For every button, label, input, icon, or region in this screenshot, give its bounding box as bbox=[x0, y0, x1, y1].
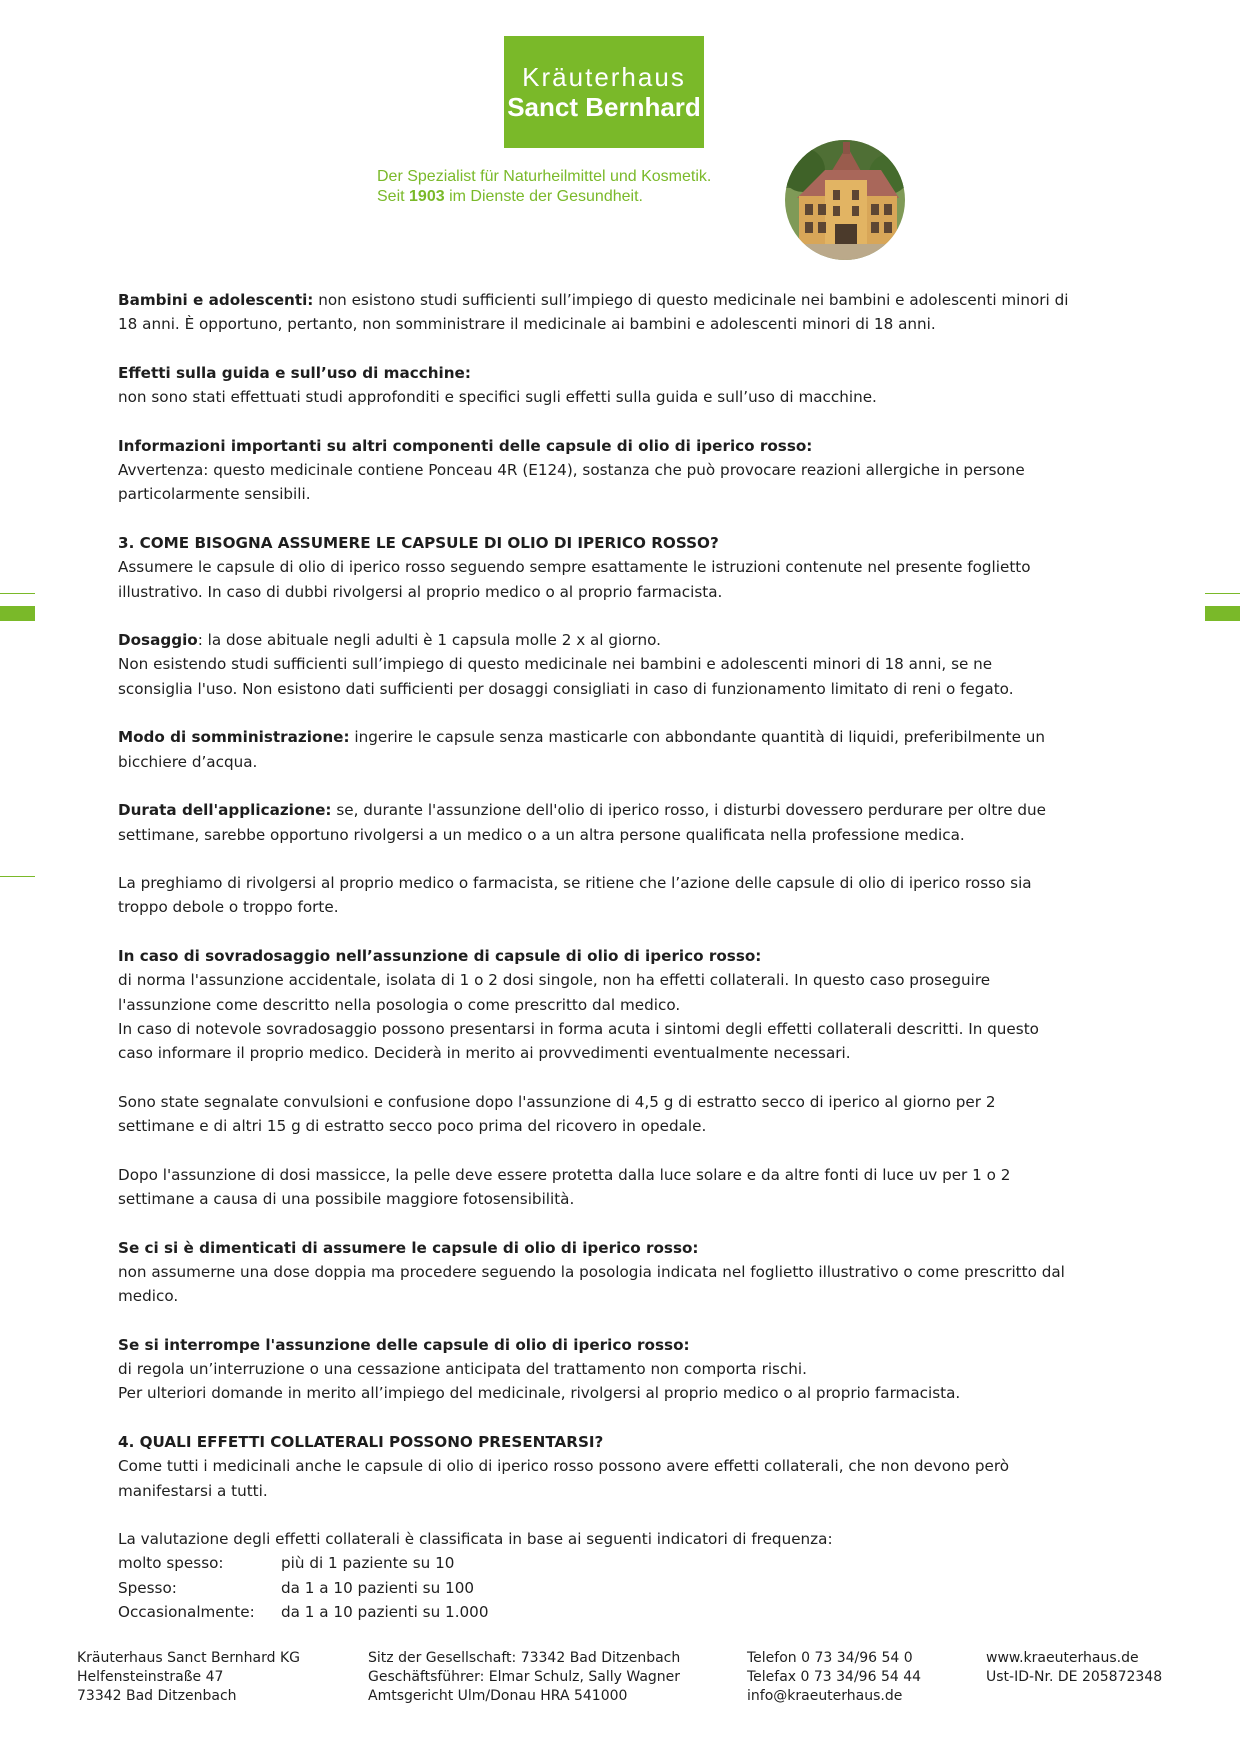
footer-web-column bbox=[986, 1649, 1162, 1687]
tagline-line-2 bbox=[377, 187, 711, 207]
fold-mark-left bbox=[0, 606, 35, 621]
building-image bbox=[785, 140, 905, 260]
section-title: Se si interrompe l'assunzione delle capsule di olio di iperico rosso: bbox=[118, 1335, 690, 1354]
section-title: Bambini e adolescenti: bbox=[118, 291, 314, 309]
fold-line-left-top bbox=[0, 593, 35, 594]
section-title: Modo di somministrazione: bbox=[118, 728, 350, 747]
footer-court: Amtsgericht Ulm/Donau HRA 541000 bbox=[368, 1688, 628, 1704]
footer-company-column bbox=[77, 1649, 300, 1706]
section-guida bbox=[118, 361, 1123, 410]
section-title: Informazioni importanti su altri componenti delle capsule di olio di iperico rosso: bbox=[118, 436, 813, 455]
frequency-label: Occasionalmente: bbox=[118, 1603, 255, 1622]
footer-contact-column bbox=[747, 1649, 921, 1706]
brand-logo bbox=[504, 36, 704, 148]
text-line: La preghiamo di rivolgersi al proprio medico o farmacista, se ritiene che l’azione delle capsule di olio di iperico rosso sia bbox=[118, 874, 1032, 893]
section-convulsioni bbox=[118, 1090, 1123, 1139]
text-line: Assumere le capsule di olio di iperico rosso seguendo sempre esattamente le istruzioni contenute nel presente foglietto bbox=[118, 558, 1031, 577]
tagline-suffix: im Dienste der Gesundheit. bbox=[449, 188, 643, 205]
frequency-label: Spesso: bbox=[118, 1578, 177, 1597]
footer-vat-id: Ust-ID-Nr. DE 205872348 bbox=[986, 1669, 1163, 1685]
section-frequenza bbox=[118, 1527, 1123, 1624]
section-durata bbox=[118, 798, 1123, 847]
footer-city: 73342 Bad Ditzenbach bbox=[77, 1688, 237, 1704]
text-line: Avvertenza: questo medicinale contiene Ponceau 4R (E124), sostanza che può provocare reazioni allergiche in persone bbox=[118, 461, 1025, 480]
section-sovradosaggio bbox=[118, 944, 1123, 1065]
logo-line-2: Sanct Bernhard bbox=[507, 92, 701, 122]
text-line: bicchiere d’acqua. bbox=[118, 752, 258, 771]
text-line: non esistono studi sufficienti sull’impiego di questo medicinale nei bambini e adolescenti minori di bbox=[318, 291, 1069, 309]
text-line: Sono state segnalate convulsioni e confusione dopo l'assunzione di 4,5 g di estratto secco di iperico al giorno per 2 bbox=[118, 1092, 996, 1111]
frequency-intro: La valutazione degli effetti collaterali è classificata in base ai seguenti indicatori di frequenza: bbox=[118, 1530, 833, 1549]
footer-street: Helfensteinstraße 47 bbox=[77, 1669, 224, 1685]
footer-fax: Telefax 0 73 34/96 54 44 bbox=[747, 1669, 922, 1685]
tagline-year: 1903 bbox=[409, 188, 445, 205]
frequency-row bbox=[118, 1600, 1123, 1624]
footer-website[interactable]: www.kraeuterhaus.de bbox=[986, 1650, 1139, 1666]
tagline-prefix: Seit bbox=[377, 188, 405, 205]
section-come-assumere bbox=[118, 531, 1123, 604]
fold-line-left-bottom bbox=[0, 876, 35, 877]
section-bambini bbox=[118, 288, 1123, 337]
section-heading: 4. QUALI EFFETTI COLLATERALI POSSONO PRESENTARSI? bbox=[118, 1432, 604, 1451]
footer-managers: Geschäftsführer: Elmar Schulz, Sally Wagner bbox=[368, 1669, 681, 1685]
section-interrompe bbox=[118, 1333, 1123, 1406]
text-line: sconsiglia l'uso. Non esistono dati sufficienti per dosaggi consigliati in caso di funzionamento limitato di reni o fegato. bbox=[118, 679, 1014, 698]
text-line: di regola un’interruzione o una cessazione anticipata del trattamento non comporta rischi. bbox=[118, 1360, 807, 1379]
footer-seat: Sitz der Gesellschaft: 73342 Bad Ditzenbach bbox=[368, 1650, 681, 1666]
logo-line-1: Kräuterhaus bbox=[522, 62, 686, 92]
frequency-value: più di 1 paziente su 10 bbox=[281, 1554, 455, 1573]
text-line: In caso di notevole sovradosaggio possono presentarsi in forma acuta i sintomi degli effetti collaterali descritti. In questo bbox=[118, 1019, 1039, 1038]
frequency-value: da 1 a 10 pazienti su 1.000 bbox=[281, 1603, 489, 1622]
section-title: Durata dell'applicazione: bbox=[118, 801, 332, 820]
text-line: illustrativo. In caso di dubbi rivolgersi al proprio medico o al proprio farmacista. bbox=[118, 582, 723, 601]
leaflet-content bbox=[118, 288, 1123, 1624]
frequency-row bbox=[118, 1551, 1123, 1575]
section-title: In caso di sovradosaggio nell’assunzione di capsule di olio di iperico rosso: bbox=[118, 947, 762, 966]
text-line: : la dose abituale negli adulti è 1 capsula molle 2 x al giorno. bbox=[197, 631, 661, 650]
text-line: troppo debole o troppo forte. bbox=[118, 898, 339, 917]
footer-email[interactable]: info@kraeuterhaus.de bbox=[747, 1688, 903, 1704]
text-line: settimane a causa di una possibile maggiore fotosensibilità. bbox=[118, 1189, 575, 1208]
footer-phone: Telefon 0 73 34/96 54 0 bbox=[747, 1650, 913, 1666]
fold-mark-right bbox=[1205, 606, 1240, 621]
text-line: l'assunzione come descritto nella posologia o come prescritto dal medico. bbox=[118, 995, 681, 1014]
section-title: Effetti sulla guida e sull’uso di macchine: bbox=[118, 363, 471, 382]
building-photo bbox=[785, 140, 905, 260]
text-line: Per ulteriori domande in merito all’impiego del medicinale, rivolgersi al proprio medico o al proprio farmacista. bbox=[118, 1384, 961, 1403]
footer-company-name: Kräuterhaus Sanct Bernhard KG bbox=[77, 1650, 300, 1666]
text-line: 18 anni. È opportuno, pertanto, non somministrare il medicinale ai bambini e adolescenti minori di 18 anni. bbox=[118, 315, 936, 334]
text-line: di norma l'assunzione accidentale, isolata di 1 o 2 dosi singole, non ha effetti collaterali. In questo caso proseguire bbox=[118, 971, 991, 990]
text-line: settimane e di altri 15 g di estratto secco poco prima del ricovero in opedale. bbox=[118, 1117, 707, 1136]
section-dosaggio bbox=[118, 628, 1123, 701]
frequency-row bbox=[118, 1576, 1123, 1600]
text-line: Dopo l'assunzione di dosi massicce, la pelle deve essere protetta dalla luce solare e da altre fonti di luce uv per 1 o 2 bbox=[118, 1165, 1011, 1184]
section-heading: 3. COME BISOGNA ASSUMERE LE CAPSULE DI OLIO DI IPERICO ROSSO? bbox=[118, 533, 719, 552]
section-effetti bbox=[118, 1430, 1123, 1503]
frequency-label: molto spesso: bbox=[118, 1554, 224, 1573]
text-line: particolarmente sensibili. bbox=[118, 485, 311, 504]
text-line: non assumerne una dose doppia ma procedere seguendo la posologia indicata nel foglietto illustrativo o come prescritto dal bbox=[118, 1262, 1065, 1281]
section-modo bbox=[118, 725, 1123, 774]
text-line: Come tutti i medicinali anche le capsule di olio di iperico rosso possono avere effetti collaterali, che non devono però bbox=[118, 1457, 1010, 1476]
fold-line-right-top bbox=[1205, 593, 1240, 594]
section-componenti bbox=[118, 434, 1123, 507]
text-line: medico. bbox=[118, 1287, 179, 1306]
section-title: Dosaggio bbox=[118, 631, 198, 650]
text-line: se, durante l'assunzione dell'olio di iperico rosso, i disturbi dovessero perdurare per oltre due bbox=[336, 801, 1047, 820]
text-line: settimane, sarebbe opportuno rivolgersi a un medico o a un altra persone qualificata nella professione medica. bbox=[118, 825, 965, 844]
footer-legal-column bbox=[368, 1649, 680, 1706]
tagline-line-1: Der Spezialist für Naturheilmittel und Kosmetik. bbox=[377, 168, 712, 185]
text-line: manifestarsi a tutti. bbox=[118, 1481, 268, 1500]
text-line: caso informare il proprio medico. Deciderà in merito ai provvedimenti eventualmente necessari. bbox=[118, 1044, 851, 1063]
frequency-value: da 1 a 10 pazienti su 100 bbox=[281, 1578, 475, 1597]
section-preghiamo bbox=[118, 871, 1123, 920]
text-line: non sono stati effettuati studi approfonditi e specifici sugli effetti sulla guida e sull’uso di macchine. bbox=[118, 388, 877, 407]
text-line: ingerire le capsule senza masticarle con abbondante quantità di liquidi, preferibilmente un bbox=[354, 728, 1046, 747]
section-dosi-massicce bbox=[118, 1163, 1123, 1212]
tagline bbox=[377, 167, 711, 207]
text-line: Non esistendo studi sufficienti sull’impiego di questo medicinale nei bambini e adolescenti minori di 18 anni, se ne bbox=[118, 655, 993, 674]
section-title: Se ci si è dimenticati di assumere le capsule di olio di iperico rosso: bbox=[118, 1238, 699, 1257]
section-dimenticati bbox=[118, 1236, 1123, 1309]
